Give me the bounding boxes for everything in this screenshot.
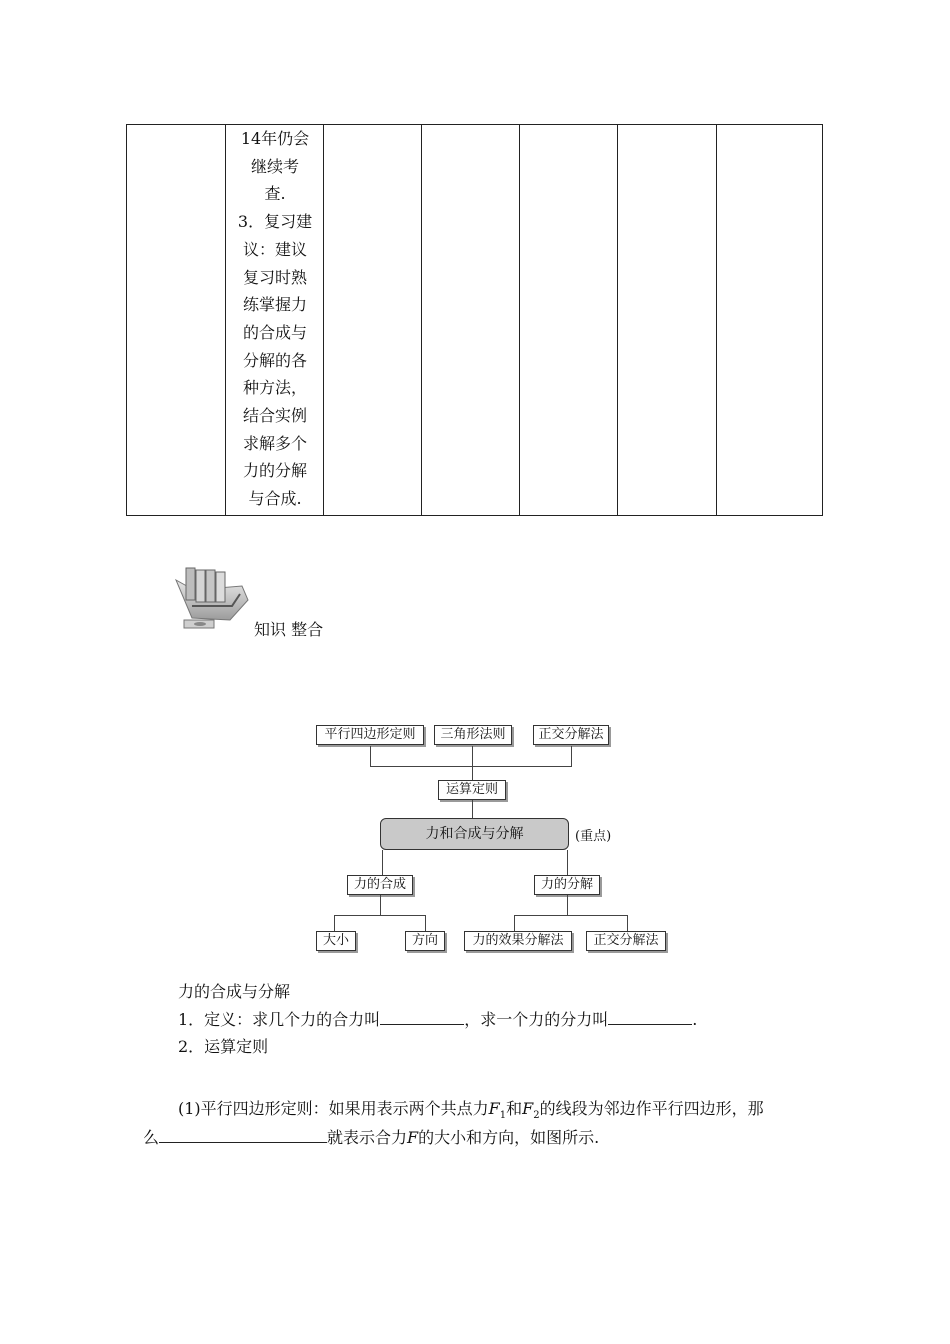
- box-operation-rule: 运算定则: [438, 780, 506, 800]
- table-cell-review-notes: [226, 125, 324, 513]
- cell-line: 查.: [264, 184, 286, 204]
- symbol-f2-subscript: 2: [533, 1110, 540, 1122]
- p2-end: 的大小和方向，如图所示.: [418, 1128, 600, 1147]
- parallelogram-paragraph-line2: [143, 1125, 599, 1148]
- main-topic-note: (重点): [575, 829, 612, 844]
- connector: [472, 800, 473, 818]
- cell-line: 练掌握力: [242, 295, 307, 315]
- cell-line: 3．复习建: [237, 212, 313, 232]
- box-orthogonal-decomposition: 正交分解法: [533, 725, 609, 745]
- box-force-decomposition: 力的分解: [534, 875, 600, 895]
- cell-line: 复习时熟: [242, 267, 307, 287]
- parallelogram-paragraph-line1: [178, 1096, 764, 1121]
- blank-diagonal: [159, 1128, 327, 1143]
- table-column-divider: [519, 125, 520, 515]
- cell-line: 的合成与: [242, 322, 307, 342]
- rules-heading: 2．运算定则: [178, 1037, 269, 1056]
- symbol-f2: F: [522, 1099, 534, 1118]
- definition-line: [178, 1007, 697, 1030]
- cell-line: 结合实例: [242, 406, 307, 426]
- cell-line: 14年仍会: [240, 129, 310, 148]
- box-triangle-rule: 三角形法则: [434, 725, 512, 745]
- cell-line: 种方法，: [242, 378, 307, 398]
- cell-line: 力的分解: [242, 461, 307, 481]
- connector: [627, 915, 628, 931]
- table-column-divider: [716, 125, 717, 515]
- connector: [571, 746, 572, 766]
- cell-line: 继续考: [250, 156, 299, 176]
- connector: [334, 915, 335, 931]
- box-main-topic: 力和合成与分解: [380, 818, 569, 850]
- connector: [472, 746, 473, 766]
- table-column-divider: [617, 125, 618, 515]
- box-parallelogram-rule: 平行四边形定则: [316, 725, 424, 745]
- bookshelf-computer-icon: [170, 562, 252, 634]
- box-orthogonal-method: 正交分解法: [586, 931, 666, 951]
- p1-start: (1)平行四边形定则：如果用表示两个共点力: [178, 1099, 489, 1118]
- connector: [514, 915, 515, 931]
- symbol-f: F: [407, 1128, 419, 1147]
- blank-component: [608, 1010, 692, 1025]
- connector: [567, 895, 568, 915]
- connector: [514, 915, 628, 916]
- definition-mid: ，求一个力的分力叫: [464, 1010, 609, 1029]
- p1-and: 和: [506, 1099, 523, 1118]
- connector: [472, 766, 473, 780]
- box-force-composition: 力的合成: [347, 875, 413, 895]
- connector: [425, 915, 426, 931]
- cell-line: 议：建议: [242, 239, 307, 259]
- cell-line: 与合成.: [248, 489, 302, 509]
- definition-end: .: [692, 1010, 698, 1029]
- box-direction: 方向: [405, 931, 445, 951]
- connector: [567, 850, 568, 875]
- box-effect-decomposition: 力的效果分解法: [464, 931, 572, 951]
- cell-line: 分解的各: [242, 350, 307, 370]
- connector: [370, 766, 572, 767]
- connector: [382, 850, 383, 875]
- p1-end: 的线段为邻边作平行四边形，那: [539, 1099, 764, 1118]
- table-column-divider: [421, 125, 422, 515]
- symbol-f1-subscript: 1: [499, 1110, 507, 1122]
- symbol-f1: F: [488, 1099, 500, 1118]
- summary-table: [126, 124, 823, 516]
- connector: [334, 915, 426, 916]
- connector: [380, 895, 381, 915]
- body-title: 力的合成与分解: [178, 982, 291, 1001]
- p2-mid: 就表示合力: [327, 1128, 408, 1147]
- p2-start: 么: [143, 1128, 160, 1147]
- blank-resultant: [380, 1010, 464, 1025]
- cell-line: 求解多个: [242, 433, 307, 453]
- definition-prefix: 1．定义：求几个力的合力叫: [178, 1010, 381, 1029]
- box-magnitude: 大小: [316, 931, 356, 951]
- section-heading: 知识 整合: [254, 620, 324, 639]
- connector: [370, 746, 371, 766]
